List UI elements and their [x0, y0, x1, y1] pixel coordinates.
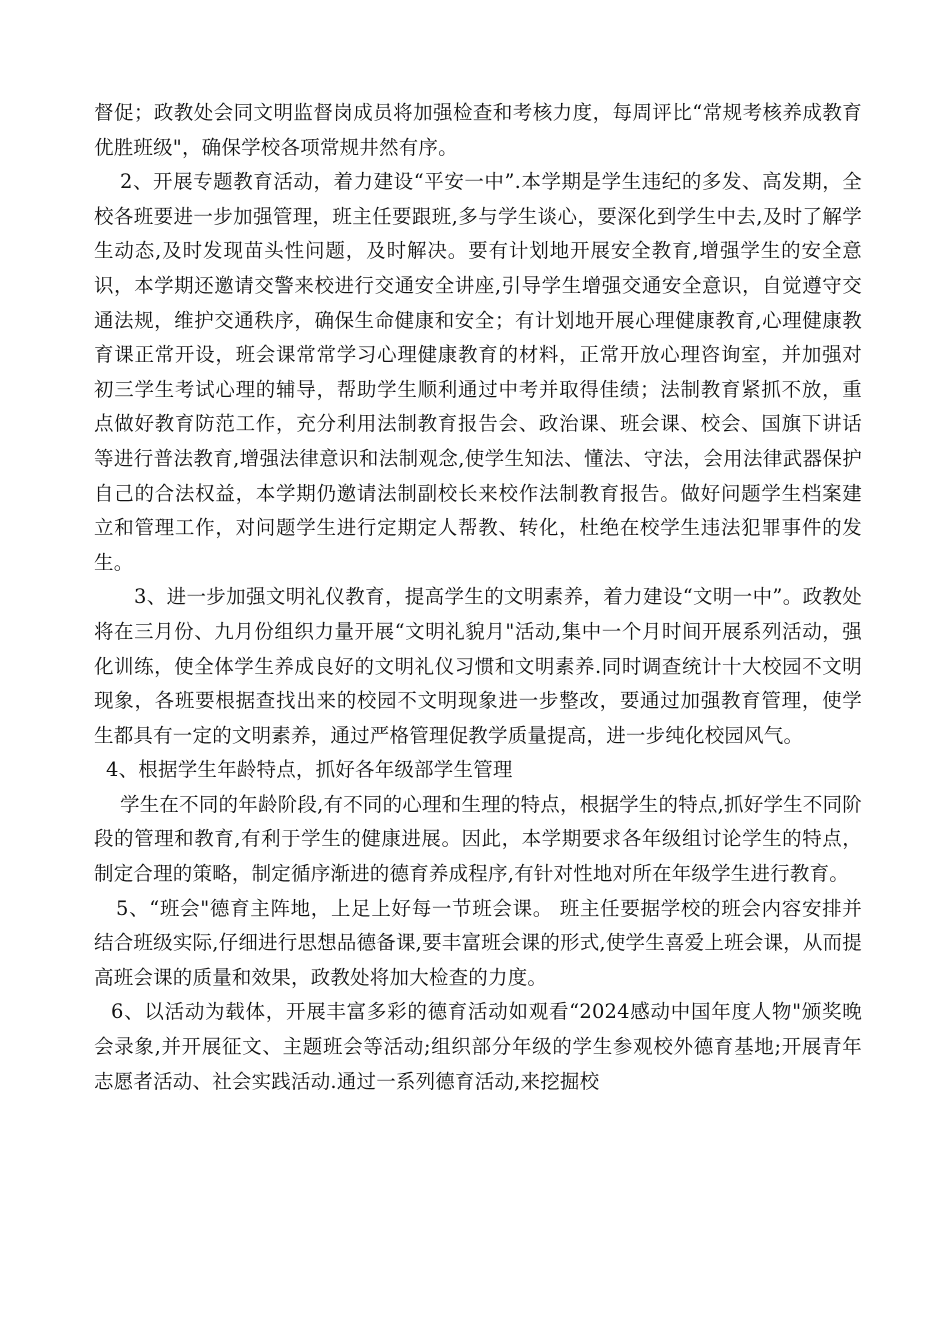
- paragraph-activities: 6、以活动为载体，开展丰富多彩的德育活动如观看“2024感动中国年度人物"颁奖晚会录象,并开展征文、主题班会等活动;组织部分年级的学生参观校外德育基地;开展青年志愿者活动、社会实践活动.通过一系列德育活动,来挖掘校: [94, 1000, 862, 1093]
- paragraph-etiquette-education: 3、进一步加强文明礼仪教育，提高学生的文明素养，着力建设“文明一中”。政教处将在三月份、九月份组织力量开展“文明礼貌月"活动,集中一个月时间开展系列活动，强化训练，使全体学生养成良好的文明礼仪习惯和文明素养.同时调查统计十大校园不文明现象，各班要根据查找出来的校园不文明现象进一步整改，要通过加强教育管理，使学生都具有一定的文明素养，通过严格管理促教学质量提高，进一步纯化校园风气。: [94, 585, 862, 747]
- paragraph-continuation: 督促；政教处会同文明监督岗成员将加强检查和考核力度，每周评比“常规考核养成教育优胜班级"，确保学校各项常规井然有序。: [94, 101, 862, 159]
- paragraph-grade-management-heading: 4、根据学生年龄特点，抓好各年级部学生管理: [106, 758, 513, 782]
- paragraph-safety-education: 2、开展专题教育活动，着力建设“平安一中”.本学期是学生违纪的多发、高发期，全校各班要进一步加强管理，班主任要跟班,多与学生谈心，要深化到学生中去,及时了解学生动态,及时发现苗头性问题，及时解决。要有计划地开展安全教育,增强学生的安全意识，本学期还邀请交警来校进行交通安全讲座,引导学生增强交通安全意识，自觉遵守交通法规，维护交通秩序，确保生命健康和安全；有计划地开展心理健康教育,心理健康教育课正常开设，班会课常常学习心理健康教育的材料，正常开放心理咨询室，并加强对初三学生考试心理的辅导，帮助学生顺利通过中考并取得佳绩；法制教育紧抓不放，重点做好教育防范工作，充分利用法制教育报告会、政治课、班会课、校会、国旗下讲话等进行普法教育,增强法律意识和法制观念,使学生知法、懂法、守法，会用法律武器保护自己的合法权益，本学期仍邀请法制副校长来校作法制教育报告。做好问题学生档案建立和管理工作，对问题学生进行定期定人帮教、转化，杜绝在校学生违法犯罪事件的发生。: [94, 170, 862, 574]
- paragraph-class-meeting: 5、“班会"德育主阵地，上足上好每一节班会课。 班主任要据学校的班会内容安排并结合班级实际,仔细进行思想品德备课,要丰富班会课的形式,使学生喜爱上班会课，从而提高班会课的质量和效果，政教处将加大检查的力度。: [94, 896, 862, 989]
- paragraph-grade-management: 学生在不同的年龄阶段,有不同的心理和生理的特点，根据学生的特点,抓好学生不同阶段的管理和教育,有利于学生的健康进展。因此，本学期要求各年级组讨论学生的特点，制定合理的策略，制定循序渐进的德育养成程序,有针对性地对所在年级学生进行教育。: [94, 792, 862, 886]
